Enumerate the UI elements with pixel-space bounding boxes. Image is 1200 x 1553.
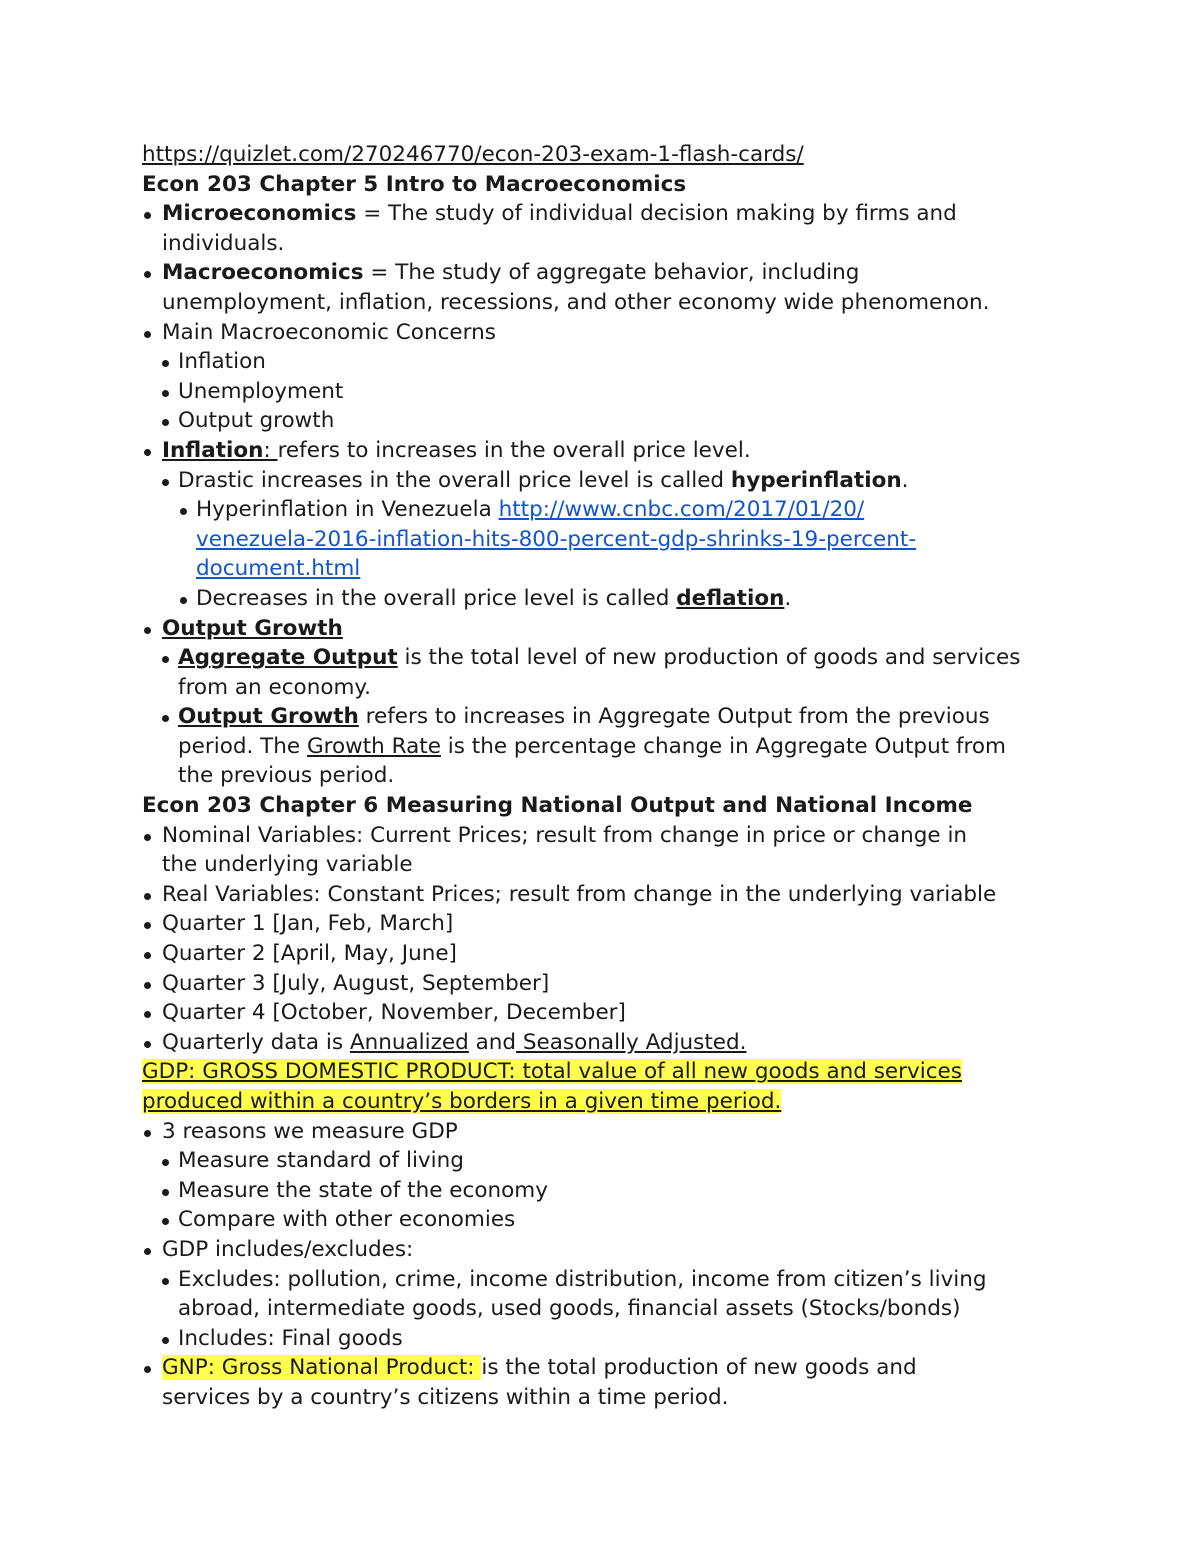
bullet-icon (144, 212, 151, 219)
chapter-5-heading: Econ 203 Chapter 5 Intro to Macroeconomics (142, 171, 687, 197)
bullet-icon (162, 715, 169, 722)
and-text: and (468, 1029, 517, 1055)
bullet-icon (162, 1337, 169, 1344)
list-item-venezuela (142, 495, 1072, 525)
quarter-text: Quarter 2 [April, May, June] (162, 941, 457, 967)
bullet-icon (162, 1278, 169, 1285)
gnp-highlight: GNP: Gross National Product: (162, 1355, 482, 1381)
list-item-includes (142, 1324, 1072, 1354)
concern-inflation: Inflation (178, 349, 266, 375)
reason-text: Measure the state of the economy (178, 1177, 548, 1203)
bullet-icon (162, 390, 169, 397)
bullet-icon (144, 627, 151, 634)
list-item-reasons (142, 1117, 1072, 1147)
list-item-quarterly-data (142, 1028, 1072, 1058)
includes-text: Includes: Final goods (178, 1325, 403, 1351)
list-item-concern (142, 406, 1072, 436)
list-item-continuation: the previous period. (178, 763, 395, 789)
list-item-hyperinflation (142, 466, 1072, 496)
cnbc-link[interactable]: document.html (196, 556, 361, 582)
bullet-icon (144, 1130, 151, 1137)
term-annualized: Annualized (349, 1029, 469, 1055)
bullet-icon (144, 922, 151, 929)
term-macroeconomics: Macroeconomics (162, 260, 364, 286)
list-item-continuation (142, 554, 1072, 584)
list-item-reason (142, 1146, 1072, 1176)
gdp-highlight: produced within a country’s borders in a given time period. (142, 1089, 782, 1114)
term-inflation: Inflation (162, 437, 264, 463)
list-item-quarter (142, 998, 1072, 1028)
list-item-quarter (142, 909, 1072, 939)
definition-text: Quarterly data is (162, 1029, 350, 1055)
definition-text: Nominal Variables: Current Prices; result from change in price or change in (162, 822, 968, 848)
cnbc-link[interactable]: http://www.cnbc.com/2017/01/20/ (498, 497, 865, 523)
quarter-text: Quarter 4 [October, November, December] (162, 1000, 626, 1026)
list-item-deflation (142, 584, 1072, 614)
list-item-nominal (142, 821, 1072, 851)
list-item-aggregate-output (142, 643, 1072, 673)
includes-label: GDP includes/excludes: (162, 1236, 414, 1262)
term-output-growth: Output Growth (162, 615, 343, 641)
definition-text: Decreases in the overall price level is called (196, 585, 677, 611)
inflation-colon: : (263, 437, 278, 463)
quarter-text: Quarter 3 [July, August, September] (162, 970, 550, 996)
list-item-concern (142, 347, 1072, 377)
list-item-output-growth (142, 614, 1072, 644)
list-item-microeconomics (142, 199, 1072, 229)
definition-text: period. The (178, 733, 307, 759)
list-item-includes-excludes (142, 1235, 1072, 1265)
bullet-icon (144, 893, 151, 900)
bullet-icon (162, 419, 169, 426)
quizlet-link[interactable] (142, 140, 1072, 170)
term-deflation: deflation (676, 585, 785, 611)
definition-text: = The study of individual decision making by firms and (356, 201, 957, 227)
term-aggregate-output: Aggregate Output (178, 645, 398, 671)
list-item-inflation (142, 436, 1072, 466)
bullet-icon (180, 508, 187, 515)
cnbc-link[interactable]: venezuela-2016-inflation-hits-800-percent-gdp-shrinks-19-percent- (196, 526, 917, 552)
reason-text: Compare with other economies (178, 1207, 516, 1233)
gdp-highlight: GDP: GROSS DOMESTIC PRODUCT: total value of all new goods and services (142, 1059, 962, 1085)
list-item-real (142, 880, 1072, 910)
bullet-icon (162, 1159, 169, 1166)
list-item-quarter (142, 969, 1072, 999)
definition-text: is the total level of new production of goods and services (397, 645, 1021, 671)
document-page (142, 140, 1072, 1413)
term-growth-rate: Growth Rate (306, 733, 441, 759)
term-hyperinflation: hyperinflation (730, 467, 902, 493)
bullet-icon (144, 1011, 151, 1018)
concern-unemployment: Unemployment (178, 378, 344, 404)
bullet-icon (144, 1041, 151, 1048)
venezuela-label: Hyperinflation in Venezuela (196, 497, 499, 523)
definition-text: is the percentage change in Aggregate Output from (440, 733, 1006, 759)
bullet-icon (144, 982, 151, 989)
bullet-icon (180, 597, 187, 604)
list-item-continuation: the underlying variable (162, 852, 413, 878)
term-microeconomics: Microeconomics (162, 201, 357, 227)
list-item-reason (142, 1176, 1072, 1206)
list-item-continuation: abroad, intermediate goods, used goods, financial assets (Stocks/bonds) (178, 1296, 961, 1322)
list-item-reason (142, 1205, 1072, 1235)
bullet-icon (144, 1248, 151, 1255)
definition-text: Drastic increases in the overall price level is called (178, 467, 731, 493)
excludes-text: Excludes: pollution, crime, income distribution, income from citizen’s living (178, 1266, 987, 1292)
list-item-concern (142, 377, 1072, 407)
list-item-quarter (142, 939, 1072, 969)
list-item-excludes (142, 1265, 1072, 1295)
gdp-definition (142, 1057, 1072, 1087)
list-item-continuation: from an economy. (178, 674, 371, 700)
concern-output-growth: Output growth (178, 408, 335, 434)
definition-text: Real Variables: Constant Prices; result from change in the underlying variable (162, 881, 997, 907)
gdp-definition (142, 1087, 1072, 1117)
bullet-icon (144, 834, 151, 841)
reason-text: Measure standard of living (178, 1148, 464, 1174)
list-item-macroeconomics (142, 258, 1072, 288)
concerns-label: Main Macroeconomic Concerns (162, 319, 496, 345)
list-item-output-growth-def (142, 702, 1072, 732)
bullet-icon (162, 1218, 169, 1225)
list-item-continuation: individuals. (162, 230, 285, 256)
term-seasonally-adjusted: Seasonally Adjusted. (516, 1029, 747, 1055)
definition-text: refers to increases in Aggregate Output from the previous (358, 704, 990, 730)
list-item-continuation (142, 732, 1072, 762)
bullet-icon (144, 331, 151, 338)
bullet-icon (162, 656, 169, 663)
chapter-6-heading: Econ 203 Chapter 6 Measuring National Output and National Income (142, 793, 973, 819)
definition-text: is the total production of new goods and (481, 1355, 917, 1381)
quizlet-url[interactable]: https://quizlet.com/270246770/econ-203-exam-1-flash-cards/ (142, 142, 804, 167)
list-item-continuation (142, 525, 1072, 555)
definition-text: refers to increases in the overall price level. (277, 437, 751, 463)
bullet-icon (144, 1366, 151, 1373)
list-item-gnp (142, 1353, 1072, 1383)
bullet-icon (162, 360, 169, 367)
bullet-icon (162, 1189, 169, 1196)
list-item-continuation: services by a country’s citizens within a time period. (162, 1384, 729, 1410)
bullet-icon (144, 449, 151, 456)
bullet-icon (144, 952, 151, 959)
term-output-growth: Output Growth (178, 704, 359, 730)
period-text: . (901, 467, 909, 493)
quarter-text: Quarter 1 [Jan, Feb, March] (162, 911, 454, 937)
period-text: . (784, 585, 792, 611)
bullet-icon (162, 479, 169, 486)
list-item-concerns (142, 318, 1072, 348)
list-item-continuation: unemployment, inflation, recessions, and other economy wide phenomenon. (162, 289, 990, 315)
reasons-label: 3 reasons we measure GDP (162, 1118, 458, 1144)
definition-text: = The study of aggregate behavior, including (363, 260, 860, 286)
bullet-icon (144, 271, 151, 278)
